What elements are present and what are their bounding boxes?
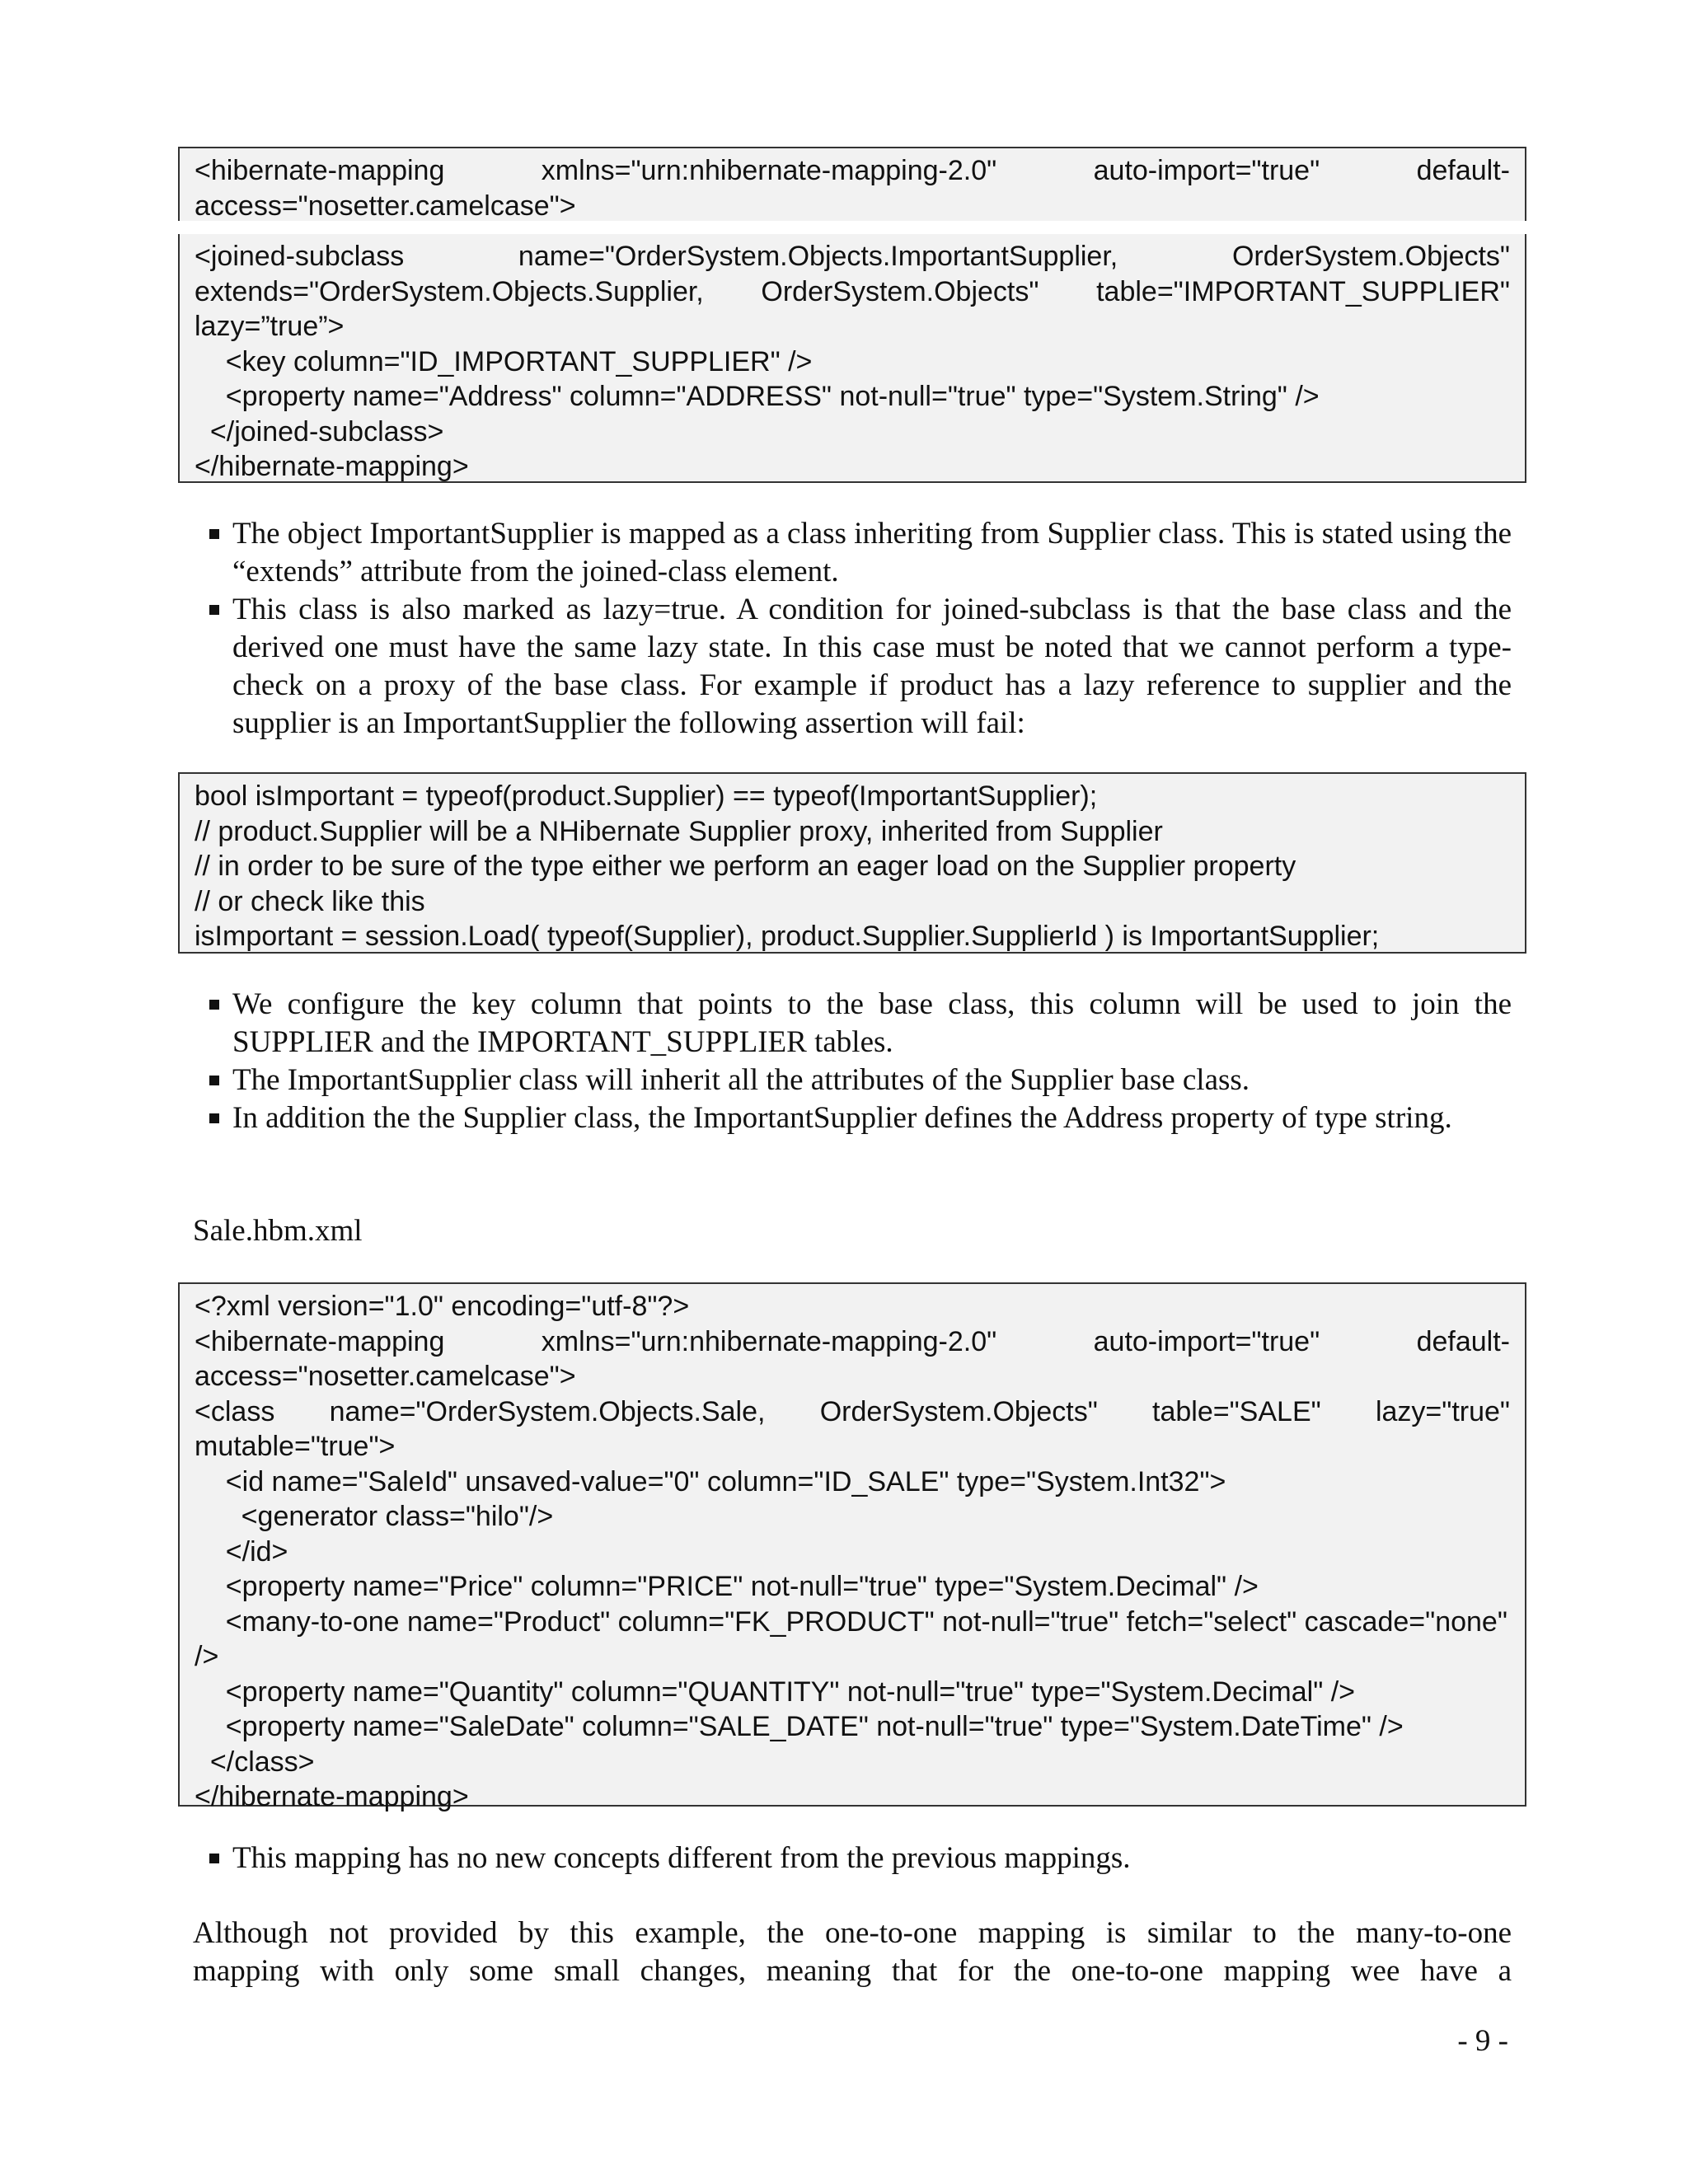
bullet-list-sale xyxy=(191,1840,1512,1877)
code-line: access="nosetter.camelcase"> xyxy=(195,190,576,222)
code-line: <property name="SaleDate" column="SALE_DATE" not-null="true" type="System.DateTime" /> xyxy=(195,1711,1404,1742)
list-item-text: The ImportantSupplier class will inherit all the attributes of the Supplier base class. xyxy=(232,1063,1250,1097)
code-line: </hibernate-mapping> xyxy=(195,1781,469,1812)
code-line: </class> xyxy=(195,1746,315,1778)
list-item-text: In addition the the Supplier class, the ImportantSupplier defines the Address property of type string. xyxy=(232,1101,1452,1135)
code-line: access="nosetter.camelcase"> xyxy=(195,1361,576,1392)
bullet-list-key-column xyxy=(191,986,1512,1137)
bullet-square-icon xyxy=(209,1076,219,1085)
code-line: <many-to-one name="Product" column="FK_PRODUCT" not-null="true" fetch="select" cascade="none" xyxy=(195,1605,1507,1638)
code-line: <joined-subclass name="OrderSystem.Objects.ImportantSupplier, OrderSystem.Objects" xyxy=(195,241,1510,272)
list-item xyxy=(191,1840,1512,1877)
code-line: bool isImportant = typeof(product.Supplier) == typeof(ImportantSupplier); xyxy=(195,780,1098,812)
code-line: <hibernate-mapping xmlns="urn:nhibernate-mapping-2.0" auto-import="true" default- xyxy=(195,1325,1510,1357)
code-line: // product.Supplier will be a NHibernate Supplier proxy, inherited from Supplier xyxy=(195,815,1163,847)
bullet-square-icon xyxy=(209,529,219,539)
list-item xyxy=(191,1099,1512,1137)
code-line: </id> xyxy=(195,1535,288,1568)
code-line: <property name="Quantity" column="QUANTITY" not-null="true" type="System.Decimal" /> xyxy=(195,1675,1356,1708)
page-number: - 9 - xyxy=(1457,2024,1508,2058)
code-line: isImportant = session.Load( typeof(Supplier), product.Supplier.SupplierId ) is ImportantSupplier; xyxy=(195,921,1380,952)
closing-paragraph xyxy=(193,1915,1512,1990)
list-item xyxy=(191,1062,1512,1099)
bullet-square-icon xyxy=(209,1113,219,1123)
code-line: <property name="Price" column="PRICE" not-null="true" type="System.Decimal" /> xyxy=(195,1571,1259,1602)
list-item-text: The object ImportantSupplier is mapped as a class inheriting from Supplier class. This is stated using the “extends” attribute from the joined-class element. xyxy=(232,517,1512,588)
bullet-square-icon xyxy=(209,1854,219,1863)
list-item xyxy=(191,515,1512,591)
code-line: <?xml version="1.0" encoding="utf-8"?> xyxy=(195,1291,690,1322)
code-block-sale-mapping xyxy=(178,1282,1526,1812)
code-line: <key column="ID_IMPORTANT_SUPPLIER" /> xyxy=(195,345,813,377)
list-item-text: This class is also marked as lazy=true. A condition for joined-subclass is that the base class and the derived one must have the same lazy state. In this case must be noted that we cannot perform a type-check on a proxy of the base class. For example if product has a lazy reference to supplier and the supplier is an ImportantSupplier the following assertion will fail: xyxy=(232,593,1512,740)
code-line: mutable="true"> xyxy=(195,1431,396,1462)
list-item-text: We configure the key column that points to the base class, this column will be used to join the SUPPLIER and the IMPORTANT_SUPPLIER tables. xyxy=(232,987,1512,1059)
paragraph-line: mapping with only some small changes, meaning that for the one-to-one mapping wee have a xyxy=(193,1954,1512,1988)
code-block-joined-subclass xyxy=(178,234,1526,483)
code-block-mapping-header xyxy=(178,147,1526,221)
code-line: lazy=”true”> xyxy=(195,311,345,342)
bullet-list-inheritance xyxy=(191,515,1512,743)
code-line: // in order to be sure of the type either we perform an eager load on the Supplier property xyxy=(195,851,1296,882)
code-line: // or check like this xyxy=(195,885,425,917)
code-line: <property name="Address" column="ADDRESS" not-null="true" type="System.String" /> xyxy=(195,381,1320,412)
code-line: <hibernate-mapping xmlns="urn:nhibernate-mapping-2.0" auto-import="true" default- xyxy=(195,155,1510,186)
code-block-typecheck xyxy=(178,772,1526,954)
code-line: extends="OrderSystem.Objects.Supplier, OrderSystem.Objects" table="IMPORTANT_SUPPLIER" xyxy=(195,275,1510,307)
code-line: /> xyxy=(195,1641,219,1672)
code-line: <class name="OrderSystem.Objects.Sale, OrderSystem.Objects" table="SALE" lazy="true" xyxy=(195,1395,1510,1427)
bullet-square-icon xyxy=(209,605,219,615)
list-item-text: This mapping has no new concepts different from the previous mappings. xyxy=(232,1841,1131,1875)
list-item xyxy=(191,986,1512,1062)
code-line: </hibernate-mapping> xyxy=(195,451,469,482)
code-line: <id name="SaleId" unsaved-value="0" column="ID_SALE" type="System.Int32"> xyxy=(195,1465,1226,1497)
code-line: </joined-subclass> xyxy=(195,415,444,448)
list-item xyxy=(191,591,1512,743)
bullet-square-icon xyxy=(209,1000,219,1010)
file-label: Sale.hbm.xml xyxy=(193,1214,363,1248)
code-line: <generator class="hilo"/> xyxy=(195,1501,554,1532)
paragraph-line: Although not provided by this example, the one-to-one mapping is similar to the many-to-one xyxy=(193,1916,1512,1950)
